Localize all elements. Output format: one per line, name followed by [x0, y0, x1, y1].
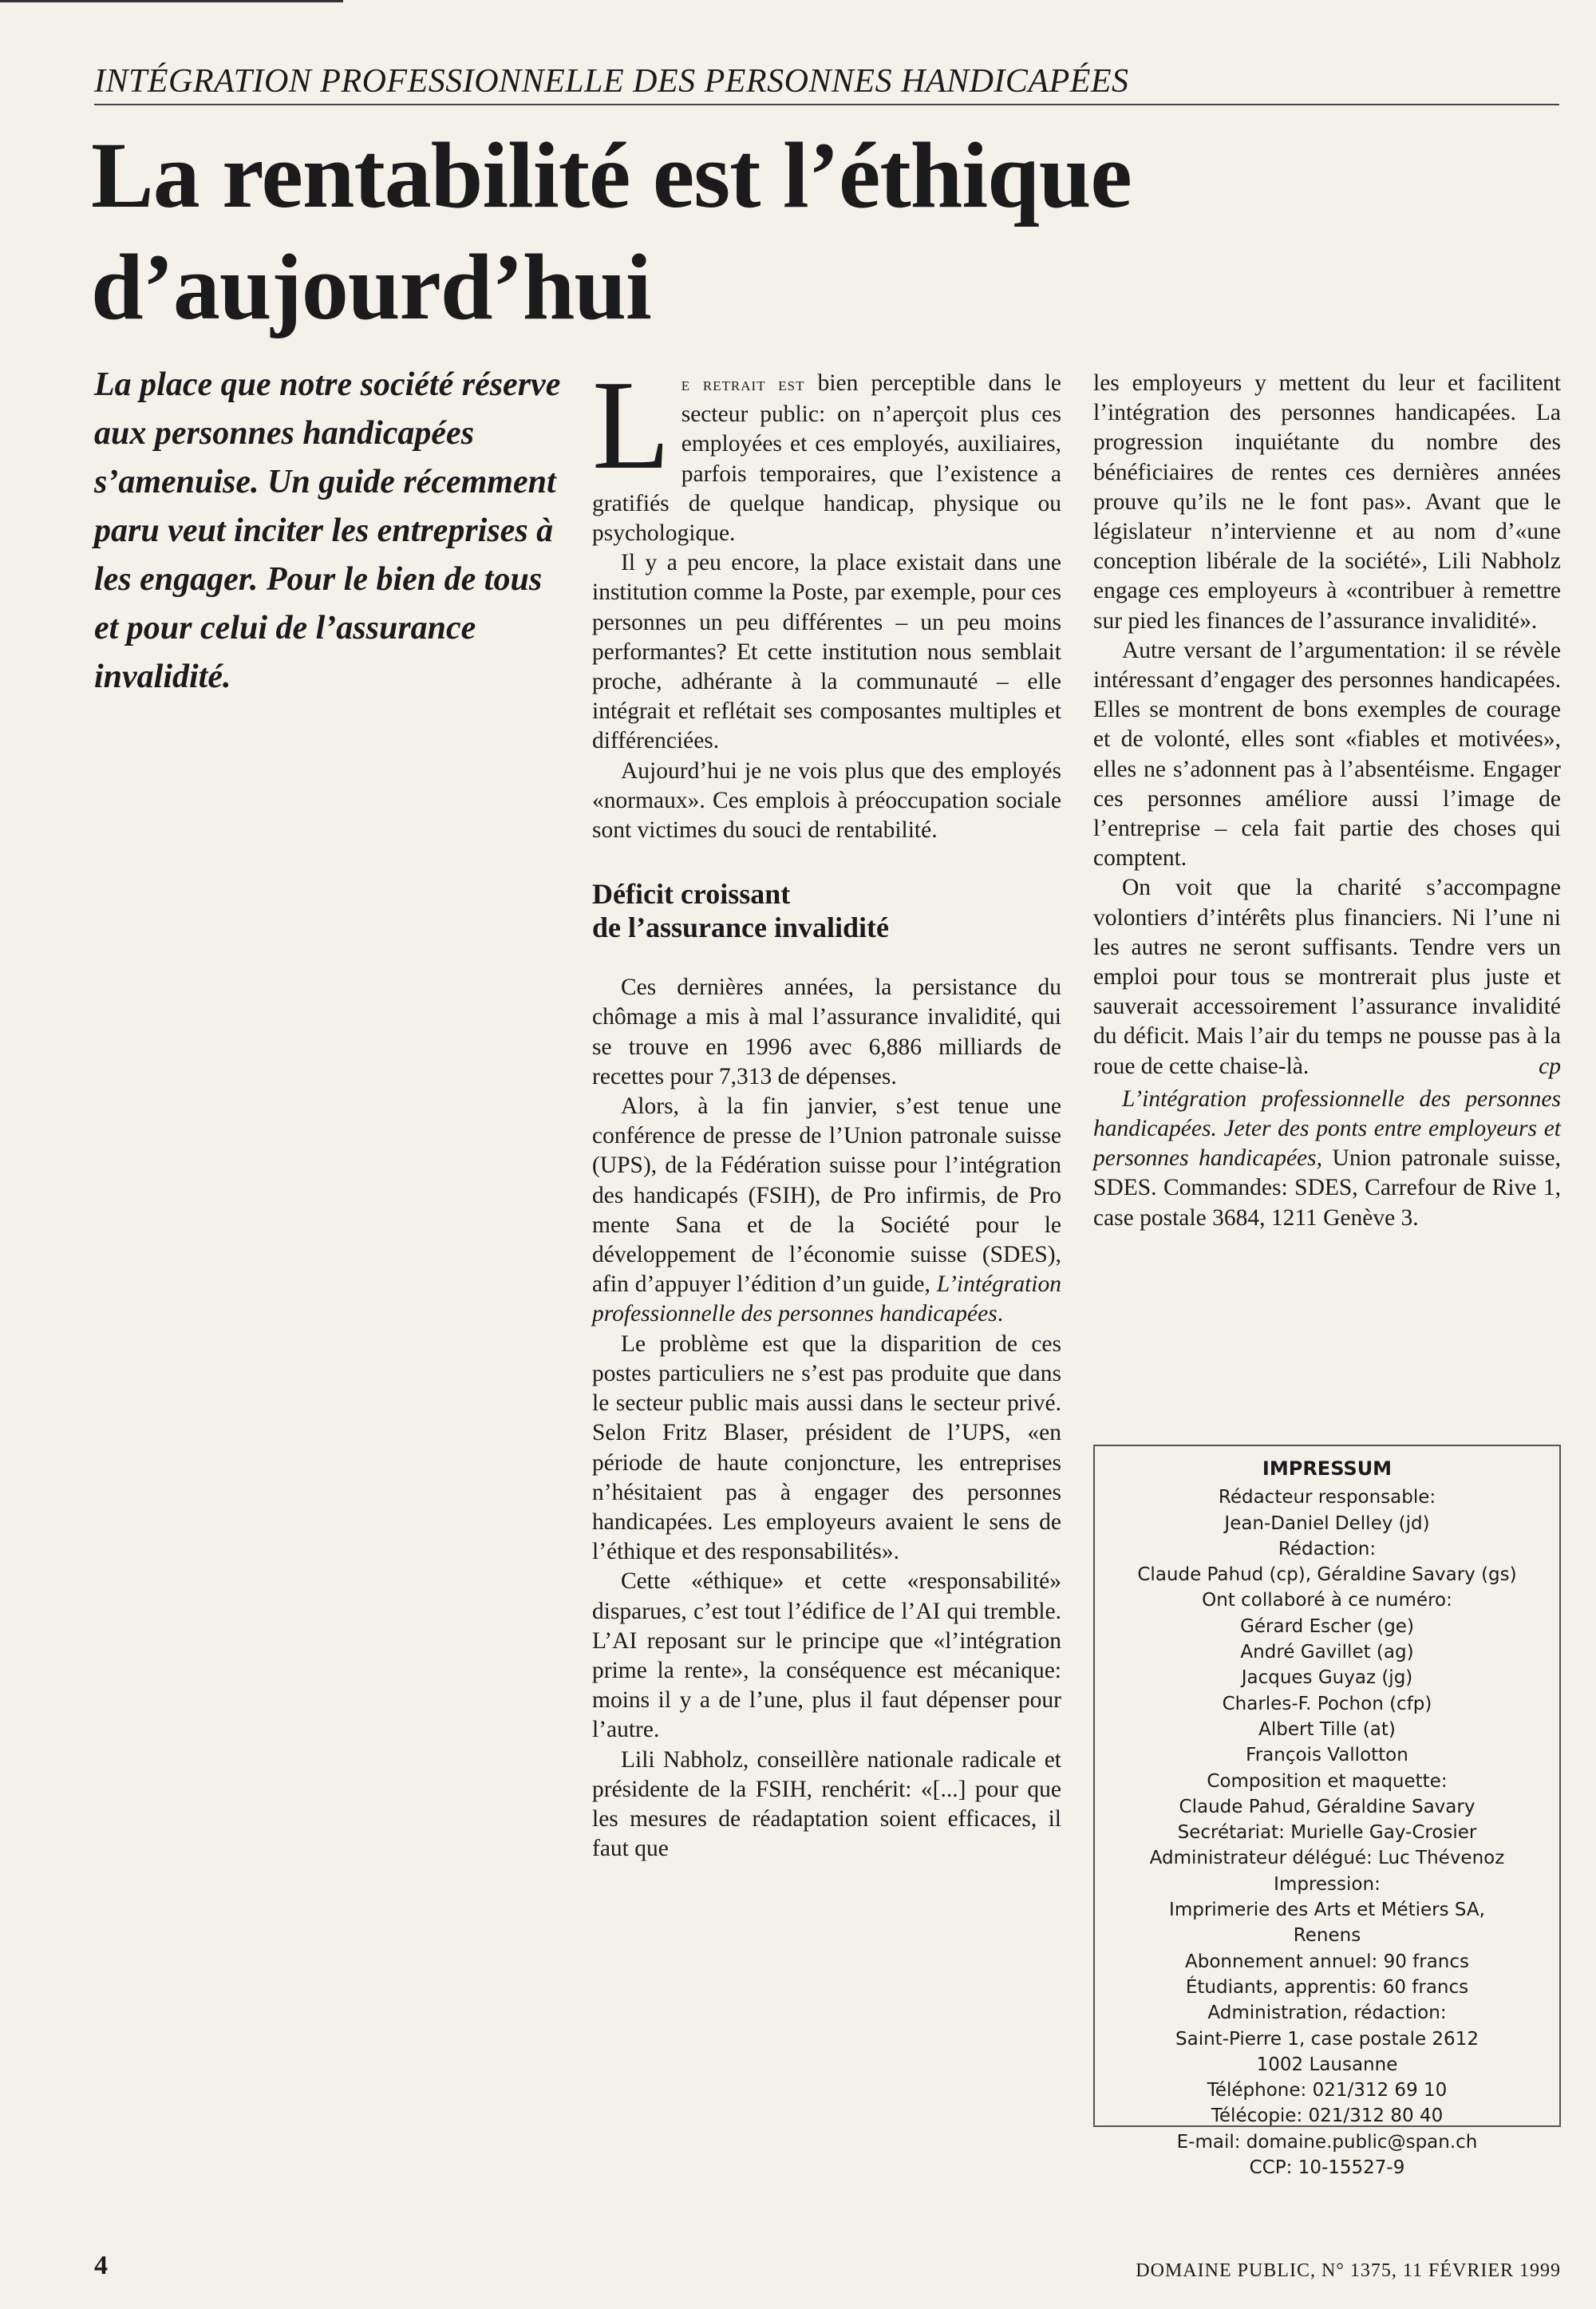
impressum-box: [1093, 1445, 1561, 2179]
impressum-line: 1002 Lausanne: [1256, 2054, 1398, 2075]
paragraph-11-text: On voit que la charité s’accompagne volontiers d’intérêts plus financiers. Ni l’une ni les autres ne seront suffisants. Tendre vers un emploi pour tous se montrerait plus juste et sauverait accessoirement l’assurance invalidité du déficit. Mais l’air du temps ne pousse pas à la roue de cette chaise-là.: [1093, 875, 1561, 1079]
impressum-line: Imprimerie des Arts et Métiers SA,: [1169, 1900, 1485, 1921]
title-line-1: La rentabilité est l’éthique: [91, 123, 1132, 227]
subheading-line-2: de l’assurance invalidité: [592, 911, 890, 944]
impressum-line: Administrateur délégué: Luc Thévenoz: [1149, 1848, 1505, 1869]
paragraph-6: Le problème est que la disparition de ces postes particuliers ne s’est pas produite que dans le secteur public mais aussi dans le secteur privé. Selon Fritz Blaser, président de l’UPS, «en période de haute conjoncture, les entreprises n’hésitaient pas à engager des personnes handicapées. Les employeurs avaient le sens de l’éthique et des responsabilités».: [592, 1330, 1061, 1565]
paragraph-2: Il y a peu encore, la place existait dans une institution comme la Poste, par exemple, pour ces personnes un peu différentes – un peu moins performantes? Et cette institution nous semblait proche, adhérante à la communauté – elle intégrait et reflétait ses composantes multiples et différenciées.: [592, 550, 1061, 754]
impressum-line: Renens: [1293, 1925, 1361, 1947]
page-number: 4: [94, 2251, 108, 2280]
impressum-line: Saint-Pierre 1, case postale 2612: [1175, 2028, 1479, 2050]
reference-note: [1093, 1085, 1561, 1233]
impressum-line: Gérard Escher (ge): [1240, 1615, 1414, 1637]
article-title: [91, 120, 1448, 343]
impressum-title: IMPRESSUM: [1262, 1457, 1393, 1480]
guide-title-italic: L’intégration professionnelle des personnes handicapées: [592, 1271, 1061, 1327]
impressum-line: Étudiants, apprentis: 60 francs: [1185, 1976, 1469, 1998]
paragraph-5-end: .: [997, 1301, 1004, 1327]
impressum-line: E-mail: domaine.public@span.ch: [1176, 2131, 1478, 2153]
subheading-line-1: Déficit croissant: [592, 878, 791, 911]
title-line-2: d’aujourd’hui: [91, 235, 651, 339]
impressum-line: Claude Pahud (cp), Géraldine Savary (gs): [1137, 1564, 1517, 1586]
reference-title: L’intégration professionnelle des personnes handicapées. Jeter des ponts entre employeurs et personnes handicapées,: [1093, 1085, 1561, 1172]
dropcap: L: [592, 354, 670, 496]
impressum-line: François Vallotton: [1246, 1745, 1408, 1766]
paragraph-11: [1093, 873, 1561, 1081]
article-column-2: [1093, 369, 1561, 1233]
impressum-line: Rédacteur responsable:: [1218, 1487, 1436, 1508]
paragraph-1: [592, 354, 1061, 548]
impressum-line: Composition et maquette:: [1207, 1770, 1448, 1792]
impressum-line: CCP: 10-15527-9: [1249, 2157, 1405, 2179]
paragraph-5-text: Alors, à la fin janvier, s’est tenue une conférence de presse de l’Union patronale suisse (UPS), de la Fédération suisse pour l’intégration des handicapés (FSIH), de Pro infirmis, de Pro mente Sana et de la Société pour le développement de l’économie suisse (SDES), afin d’appuyer l’édition d’un guide,: [592, 1093, 1061, 1298]
impressum-line: Albert Tille (at): [1258, 1718, 1396, 1740]
impressum-line: Impression:: [1274, 1873, 1381, 1895]
article-lead: La place que notre société réserve aux personnes handicapées s’amenuise. Un guide récemment paru veut inciter les entreprises à les engager. Pour le bien de tous et pour celui de l’assurance invalidité.: [94, 366, 561, 695]
impressum-line: Télécopie: 021/312 80 40: [1211, 2105, 1444, 2127]
reference-details: Union patronale suisse, SDES. Commandes: SDES, Carrefour de Rive 1, case postale 3684, 1211 Genève 3.: [1093, 1145, 1561, 1231]
paragraph-7: Cette «éthique» et cette «responsabilité» disparues, c’est tout l’édifice de l’AI qui tremble. L’AI reposant sur le principe que «l’intégration prime la rente», la conséquence est mécanique: moins il y a de l’une, plus il faut dépenser pour l’autre.: [592, 1568, 1061, 1743]
impressum-line: Jean-Daniel Delley (jd): [1224, 1512, 1430, 1534]
impressum-line: Téléphone: 021/312 69 10: [1207, 2080, 1448, 2101]
impressum-line: Ont collaboré à ce numéro:: [1202, 1590, 1452, 1611]
impressum-line: Jacques Guyaz (jg): [1241, 1667, 1413, 1689]
impressum-line: André Gavillet (ag): [1240, 1642, 1414, 1663]
paragraph-4: Ces dernières années, la persistance du chômage a mis à mal l’assurance invalidité, qui se trouve en 1996 avec 6,886 milliards de recettes pour 7,313 de dépenses.: [592, 975, 1061, 1089]
subheading: [592, 877, 1061, 944]
impressum-line: Abonnement annuel: 90 francs: [1184, 1951, 1470, 1972]
impressum-line: Secrétariat: Murielle Gay-Crosier: [1177, 1822, 1477, 1844]
impressum-line: Claude Pahud, Géraldine Savary: [1179, 1796, 1476, 1817]
impressum-line: Administration, rédaction:: [1207, 2003, 1447, 2024]
opening-smallcaps: e retrait est: [681, 374, 805, 395]
article-column-1: [592, 354, 1061, 1864]
paragraph-10: Autre versant de l’argumentation: il se révèle intéressant d’engager des personnes handicapées. Elles se montrent de bons exemples de courage et de volonté, elles sont «fiables et motivées», elles ne s’adonnent pas à l’absentéisme. Engager ces personnes améliore aussi l’image de l’entreprise – cela fait partie des choses qui comptent.: [1093, 637, 1561, 872]
paragraph-1-text: bien perceptible dans le secteur public: on n’aperçoit plus ces employées et ces employés, auxiliaires, parfois temporaires, que l’existence a gratifiés de quelque handicap, physique ou psychologique.: [592, 370, 1061, 547]
issue-info: DOMAINE PUBLIC, N° 1375, 11 FÉVRIER 1999: [1136, 2260, 1561, 2281]
top-rule: [0, 0, 343, 2]
paragraph-8: Lili Nabholz, conseillère nationale radicale et présidente de la FSIH, renchérit: «[...] pour que les mesures de réadaptation soient efficaces, il faut que: [592, 1746, 1061, 1862]
author-signoff: cp: [1539, 1053, 1561, 1079]
section-kicker: INTÉGRATION PROFESSIONNELLE DES PERSONNES HANDICAPÉES: [94, 62, 1559, 105]
impressum-line: Charles-F. Pochon (cfp): [1222, 1693, 1432, 1714]
paragraph-3: Aujourd’hui je ne vois plus que des employés «normaux». Ces emplois à préoccupation sociale sont victimes du souci de rentabilité.: [592, 757, 1061, 844]
paragraph-9: les employeurs y mettent du leur et facilitent l’intégration des personnes handicapées. La progression inquiétante du nombre des bénéficiaires de rentes ces dernières années prouve qu’ils ne le font pas». Avant que le législateur n’intervienne et au nom d’«une conception libérale de la société», Lili Nabholz engage ces employeurs à «contribuer à remettre sur pied les finances de l’assurance invalidité».: [1093, 370, 1561, 634]
impressum-line: Rédaction:: [1278, 1538, 1377, 1560]
paragraph-5: [592, 1092, 1061, 1330]
